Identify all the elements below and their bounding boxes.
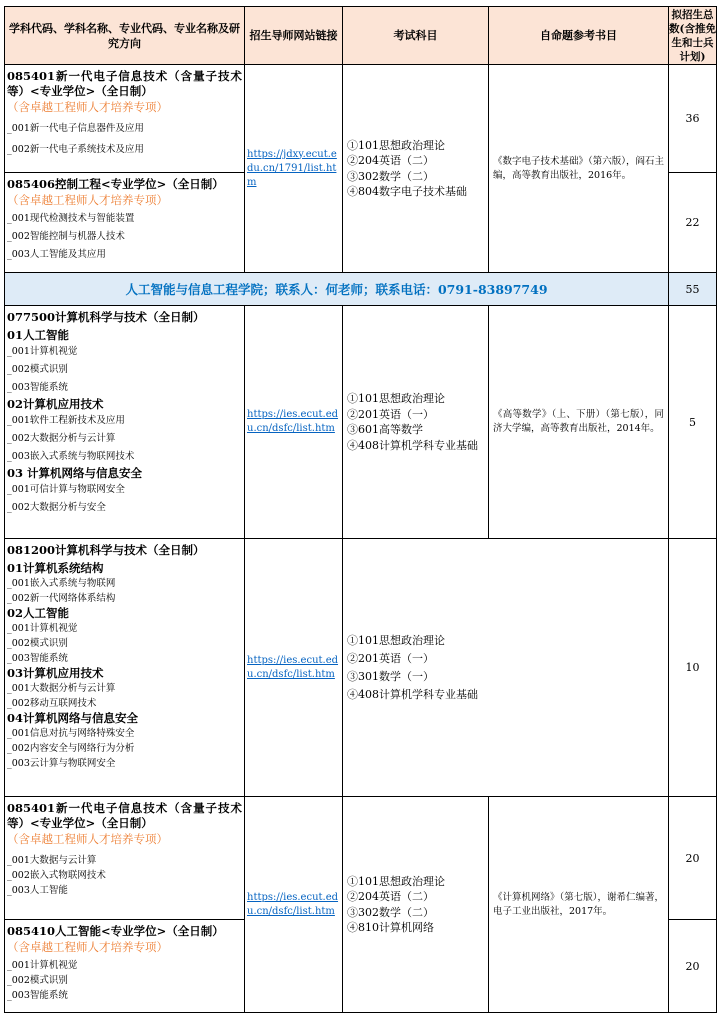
- program-cell: [5, 173, 245, 273]
- program-cell: [5, 65, 245, 173]
- reference-cell: [489, 306, 669, 539]
- direction-group: 04计算机网络与信息安全: [7, 711, 139, 725]
- program-title: 077500计算机科学与技术（全日制）: [7, 310, 205, 324]
- direction-item: _002新一代电子系统技术及应用: [7, 144, 144, 155]
- direction-group: 03计算机应用技术: [7, 666, 104, 680]
- subject-item: ②201英语（一）: [347, 651, 434, 665]
- subject-item: ④810计算机网络: [347, 921, 434, 934]
- direction-item: _002大数据分析与安全: [7, 502, 106, 513]
- program-title: 085401新一代电子信息技术（含量子技术等）<专业学位>（全日制）: [7, 801, 242, 830]
- direction-item: _001计算机视觉: [7, 960, 78, 971]
- subject-item: ③302数学（二）: [347, 905, 434, 919]
- quota-cell: 36: [669, 65, 717, 173]
- subject-item: ③601高等数学: [347, 423, 423, 436]
- subject-item: ②204英语（二）: [347, 154, 434, 167]
- direction-item: _003智能系统: [7, 990, 68, 1001]
- program-cell: [5, 539, 245, 797]
- subject-item: ②204英语（二）: [347, 890, 434, 903]
- header-enrollment-quota: 拟招生总数(含推免生和士兵计划): [669, 8, 716, 63]
- direction-item: _002大数据分析与云计算: [7, 433, 116, 444]
- program-cell: [5, 306, 245, 539]
- subject-item: ④408计算机学科专业基础: [347, 687, 478, 701]
- program-title: 085406控制工程<专业学位>（全日制）: [7, 177, 224, 191]
- direction-item: _002模式识别: [7, 364, 68, 375]
- direction-item: _001信息对抗与网络特殊安全: [7, 728, 135, 739]
- direction-item: _001软件工程新技术及应用: [7, 415, 125, 426]
- admissions-table: [4, 6, 717, 1013]
- program-note: （含卓越工程师人才培养专项）: [7, 100, 168, 114]
- subjects-cell: [343, 797, 489, 1013]
- subjects-cell: [343, 539, 669, 797]
- table-row: [5, 65, 717, 173]
- subject-item: ①101思想政治理论: [347, 138, 445, 152]
- quota-cell: 10: [669, 539, 717, 797]
- quota-cell: 5: [669, 306, 717, 539]
- direction-group: 01计算机系统结构: [7, 561, 104, 575]
- link-cell: [245, 539, 343, 797]
- subject-item: ②201英语（一）: [347, 407, 434, 421]
- subject-item: ①101思想政治理论: [347, 633, 445, 647]
- supervisor-link[interactable]: https://ies.ecut.edu.cn/dsfc/list.htm: [247, 891, 339, 917]
- program-title: 085410人工智能<专业学位>（全日制）: [7, 924, 224, 938]
- subjects-cell: [343, 306, 489, 539]
- supervisor-link[interactable]: https://jdxy.ecut.edu.cn/1791/list.htm: [247, 148, 337, 188]
- reference-cell: [489, 797, 669, 1013]
- link-cell: [245, 65, 343, 273]
- direction-item: _002模式识别: [7, 638, 68, 649]
- header-reference-books: 自命题参考书目: [489, 7, 669, 65]
- link-cell: [245, 797, 343, 1013]
- table-header-row: [5, 7, 717, 65]
- direction-item: _001计算机视觉: [7, 623, 78, 634]
- subject-item: ①101思想政治理论: [347, 874, 445, 888]
- program-cell: [5, 920, 245, 1013]
- direction-item: _001嵌入式系统与物联网: [7, 578, 116, 589]
- direction-item: _001大数据与云计算: [7, 855, 97, 866]
- program-title: 081200计算机科学与技术（全日制）: [7, 543, 205, 557]
- direction-item: _002嵌入式物联网技术: [7, 870, 106, 881]
- subject-item: ④804数字电子技术基础: [347, 185, 467, 198]
- program-note: （含卓越工程师人才培养专项）: [7, 832, 168, 846]
- direction-item: _001计算机视觉: [7, 346, 78, 357]
- header-exam-subjects: 考试科目: [343, 7, 489, 65]
- direction-group: 03 计算机网络与信息安全: [7, 466, 143, 480]
- reference-cell: [489, 65, 669, 273]
- direction-item: _001新一代电子信息器件及应用: [7, 123, 144, 134]
- table-row: [5, 539, 717, 797]
- supervisor-link[interactable]: https://ies.ecut.edu.cn/dsfc/list.htm: [247, 409, 339, 434]
- direction-group: 02人工智能: [7, 606, 70, 620]
- table-row: [5, 797, 717, 920]
- direction-item: _001可信计算与物联网安全: [7, 484, 125, 495]
- quota-cell: 20: [669, 920, 717, 1013]
- reference-text: 《数字电子技术基础》（第六版），阎石主编，高等教育出版社，2016年。: [493, 155, 665, 181]
- direction-item: _003人工智能及其应用: [7, 249, 106, 260]
- direction-item: _001现代检测技术与智能装置: [7, 213, 135, 224]
- program-note: （含卓越工程师人才培养专项）: [7, 940, 168, 954]
- quota-cell: 20: [669, 797, 717, 920]
- direction-item: _002智能控制与机器人技术: [7, 231, 125, 242]
- program-cell: [5, 797, 245, 920]
- direction-item: _001大数据分析与云计算: [7, 683, 116, 694]
- direction-item: _003人工智能: [7, 885, 68, 896]
- reference-text: 《计算机网络》（第七版），谢希仁编著，电子工业出版社，2017年。: [493, 891, 665, 917]
- reference-text: 《高等数学》（上、下册）（第七版），同济大学编，高等教育出版社，2014年。: [493, 409, 664, 434]
- direction-group: 01人工智能: [7, 328, 70, 342]
- direction-item: _003智能系统: [7, 653, 68, 664]
- subject-item: ④408计算机学科专业基础: [347, 438, 478, 452]
- direction-item: _002新一代网络体系结构: [7, 593, 116, 604]
- subject-item: ③301数学（一）: [347, 669, 434, 683]
- table-row: [5, 306, 717, 539]
- link-cell: [245, 306, 343, 539]
- direction-group: 02计算机应用技术: [7, 397, 104, 411]
- direction-item: _003嵌入式系统与物联网技术: [7, 451, 135, 462]
- direction-item: _003智能系统: [7, 382, 68, 393]
- subject-item: ①101思想政治理论: [347, 392, 445, 405]
- direction-item: _002模式识别: [7, 975, 68, 986]
- program-title: 085401新一代电子信息技术（含量子技术等）<专业学位>（全日制）: [7, 69, 242, 98]
- subject-item: ③302数学（二）: [347, 169, 434, 183]
- header-program: 学科代码、学科名称、专业代码、专业名称及研究方向: [5, 7, 245, 65]
- college-row: [5, 273, 717, 306]
- direction-item: _002内容安全与网络行为分析: [7, 743, 135, 754]
- college-contact: 人工智能与信息工程学院；联系人：何老师；联系电话：0791-83897749: [5, 273, 669, 306]
- direction-item: _003云计算与物联网安全: [7, 758, 116, 769]
- header-supervisor-link: 招生导师网站链接: [245, 7, 343, 65]
- program-note: （含卓越工程师人才培养专项）: [7, 193, 168, 207]
- direction-item: _002移动互联网技术: [7, 698, 97, 709]
- college-total: 55: [669, 273, 717, 306]
- subjects-cell: [343, 65, 489, 273]
- supervisor-link[interactable]: https://ies.ecut.edu.cn/dsfc/list.htm: [247, 654, 339, 680]
- quota-cell: 22: [669, 173, 717, 273]
